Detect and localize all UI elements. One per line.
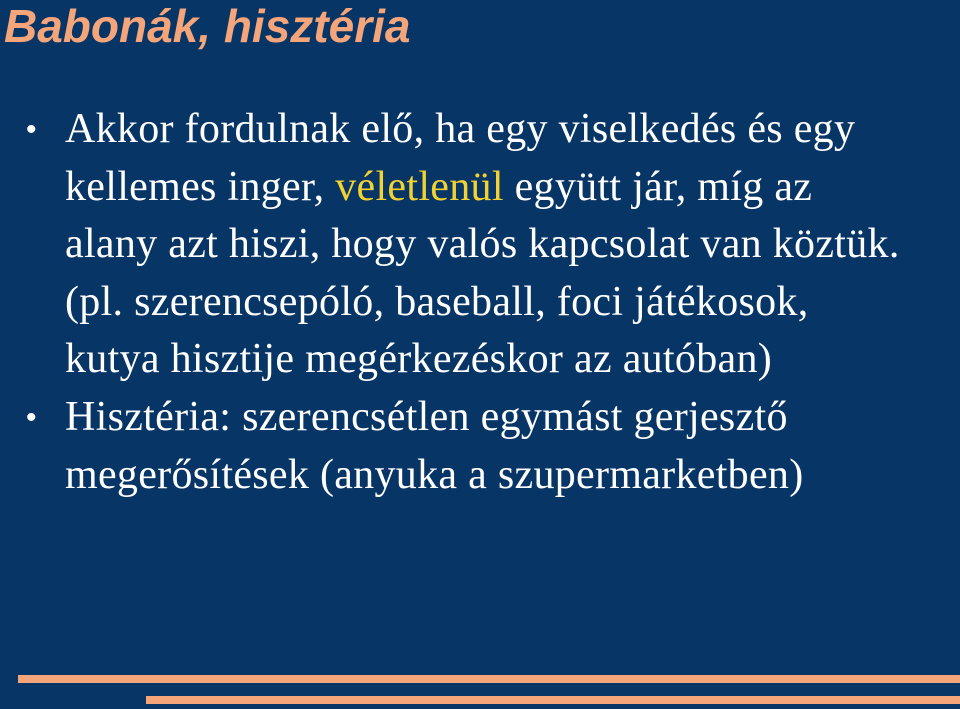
bullet-item (0, 101, 960, 389)
decorative-bar-bottom (146, 696, 960, 704)
bullet-list (0, 101, 960, 504)
bullet-text: együtt jár, míg az alany azt hiszi, hogy valós kapcsolat van köztük. (pl. szerencsepóló, baseball, foci játékosok, kutya hisztije megérkezéskor az autóban) (65, 163, 900, 383)
bullet-item (0, 389, 960, 504)
decorative-bar-top (18, 675, 960, 683)
slide-title: Babonák, hisztéria (4, 0, 411, 52)
bullet-dot-icon: • (26, 400, 37, 434)
highlight-text: véletlenül (335, 163, 504, 210)
bullet-text: Akkor fordulnak elő, ha egy viselkedés és egy kellemes inger, (65, 106, 856, 210)
bullet-text: Hisztéria: szerencsétlen egymást gerjesztő megerősítések (anyuka a szupermarketben) (65, 393, 804, 498)
bullet-dot-icon: • (26, 113, 37, 146)
